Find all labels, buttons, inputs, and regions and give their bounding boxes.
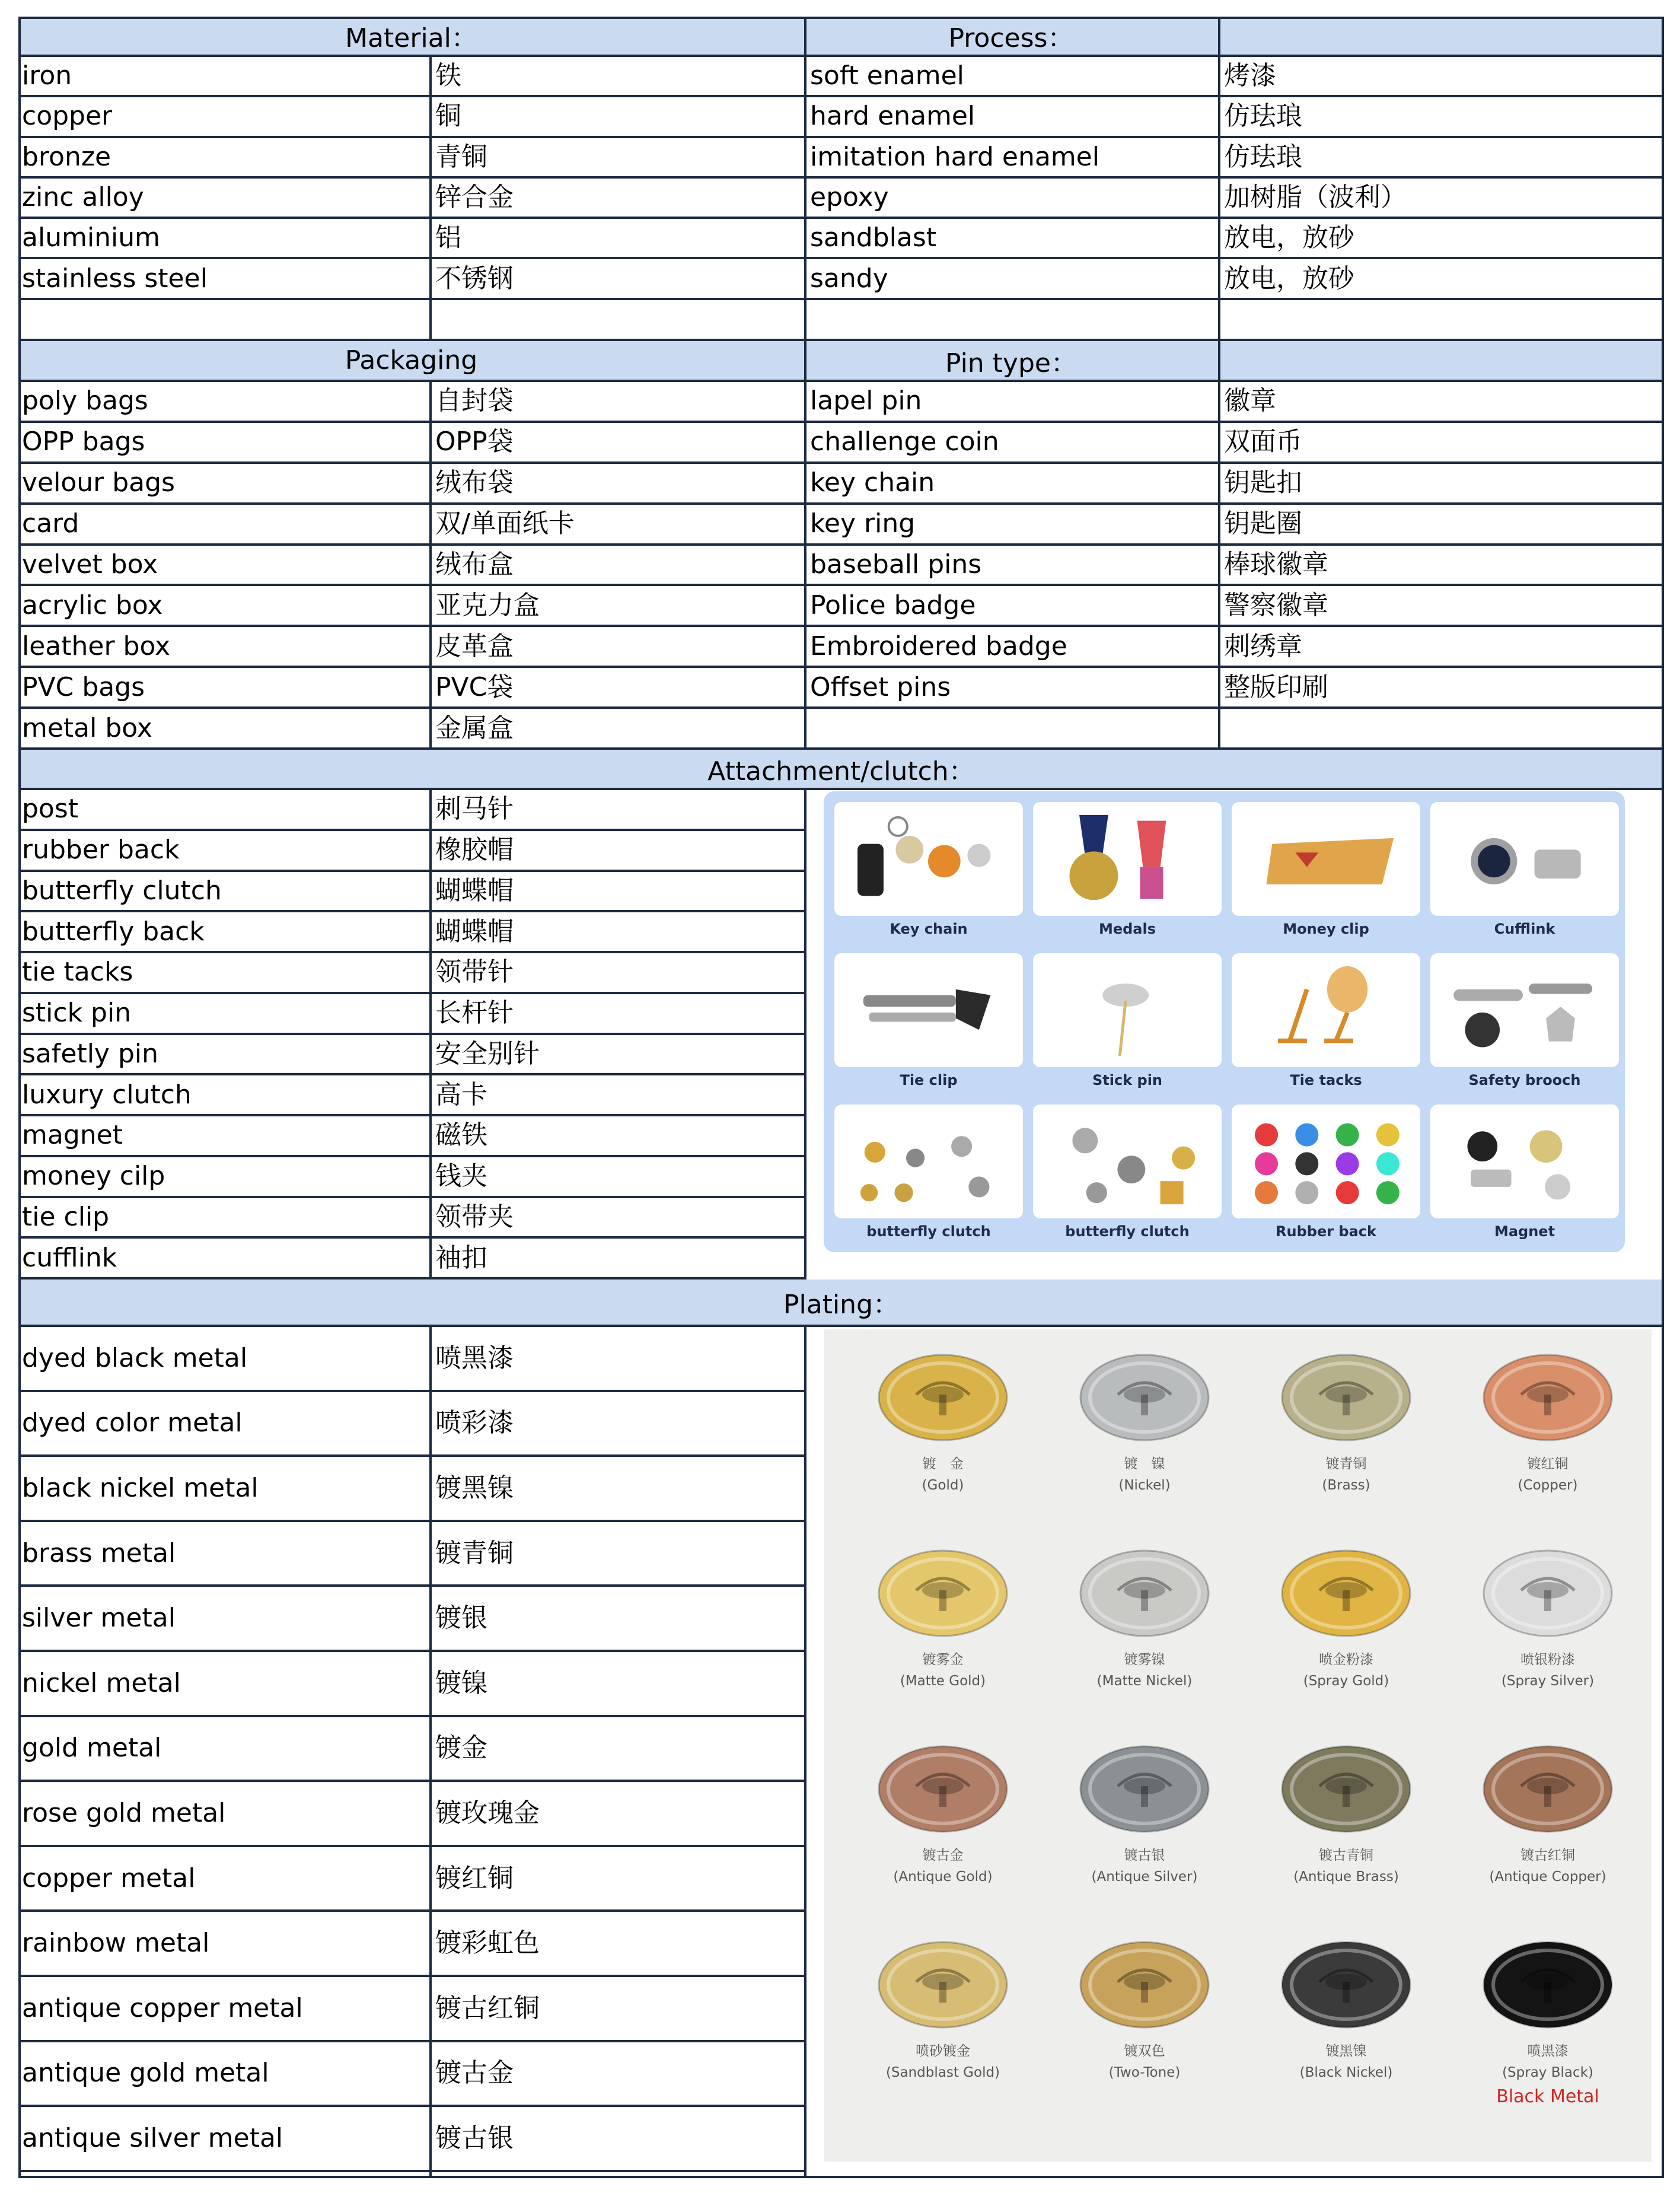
attachment-row [18, 1239, 806, 1279]
plating-name: gold metal [22, 1733, 162, 1764]
attachment-name: tie tacks [22, 957, 133, 988]
plating-coin [875, 1934, 1011, 2035]
attachment-name-zh: 长杆针 [435, 998, 514, 1029]
attachment-name-zh: 领带夹 [435, 1201, 514, 1232]
attachment-name-zh: 高卡 [435, 1079, 487, 1110]
packaging-name-zh: 金属盒 [435, 712, 514, 743]
plating-coin-caption [1257, 1454, 1435, 1496]
attachment-photo [1033, 953, 1222, 1067]
plating-coin-caption [1257, 1845, 1435, 1888]
plating-coin-label-zh: 镀古红铜 [1520, 1848, 1575, 1863]
plating-coin-label-en: (Copper) [1518, 1477, 1578, 1493]
plating-coin-caption [1459, 2041, 1637, 2111]
plating-name: copper metal [22, 1863, 196, 1893]
packaging-row [18, 464, 1664, 505]
plating-coin-label-en: (Spray Gold) [1303, 1673, 1389, 1689]
plating-coin [1278, 1543, 1414, 1644]
attachment-photo-caption: Safety brooch [1468, 1072, 1581, 1088]
plating-coin-label-zh: 镀双色 [1124, 2044, 1165, 2059]
plating-coin [1480, 1543, 1616, 1644]
attachment-name-zh: 安全别针 [435, 1038, 540, 1069]
material-name-zh: 铁 [435, 61, 461, 91]
attachment-photo [834, 1105, 1023, 1218]
material-row [18, 57, 1664, 97]
material-row [18, 260, 1664, 300]
plating-row [18, 1977, 806, 2042]
attachment-photo-caption: Medals [1098, 921, 1156, 937]
pin-type-name-zh: 棒球徽章 [1224, 549, 1328, 580]
plating-coin-label-zh: 喷银粉漆 [1520, 1652, 1575, 1667]
attachment-photo [1232, 1105, 1420, 1218]
plating-coin [1076, 1739, 1213, 1839]
plating-coin [1278, 1934, 1414, 2035]
plating-name-zh: 镀镍 [435, 1667, 487, 1698]
attachment-name-zh: 蝴蝶帽 [435, 916, 514, 947]
plating-coin-label-zh: 镀黑镍 [1325, 2044, 1367, 2059]
packaging-name: card [22, 508, 79, 539]
material-header: Material： [345, 23, 477, 53]
plating-coin-label-en: (Two-Tone) [1108, 2064, 1181, 2080]
plating-coin-label-en: (Black Nickel) [1299, 2064, 1393, 2080]
plating-coin-caption [1459, 1454, 1637, 1496]
plating-coin-caption [854, 1454, 1032, 1496]
plating-coin [1076, 1347, 1213, 1448]
header-row-plating [18, 1279, 1664, 1327]
pin-type-name: challenge coin [810, 426, 999, 457]
plating-row [18, 1717, 806, 1783]
attachment-photo [834, 802, 1023, 916]
packaging-row [18, 382, 1664, 423]
attachment-photo [1033, 1105, 1222, 1218]
plating-coin-label-zh: 镀 镍 [1124, 1456, 1165, 1472]
attachment-row [18, 790, 806, 831]
attachment-row [18, 1035, 806, 1076]
attachment-photo [1232, 953, 1420, 1067]
attachment-name: luxury clutch [22, 1079, 192, 1110]
attachment-photo-caption: butterfly clutch [866, 1223, 991, 1240]
pin-type-name-zh: 徽章 [1224, 386, 1276, 416]
packaging-header: Packaging [345, 345, 478, 375]
plating-coin-caption [854, 2041, 1032, 2083]
packaging-name-zh: OPP袋 [435, 426, 514, 457]
plating-name: silver metal [22, 1603, 176, 1634]
attachment-name-zh: 橡胶帽 [435, 835, 514, 865]
pin-type-name: Police badge [810, 590, 976, 620]
plating-name-zh: 镀青铜 [435, 1538, 514, 1568]
plating-coin [1278, 1739, 1414, 1839]
material-name: copper [22, 101, 113, 132]
plating-coin-label-en: (Matte Nickel) [1096, 1673, 1193, 1689]
attachment-name: stick pin [22, 998, 132, 1029]
plating-coin-label-zh: 镀古银 [1124, 1848, 1165, 1863]
attachment-name: post [22, 794, 79, 825]
attachment-row [18, 1157, 806, 1198]
plating-name: antique gold metal [22, 2058, 269, 2089]
packaging-name: leather box [22, 631, 171, 661]
attachment-row [18, 872, 806, 913]
attachment-name: safetly pin [22, 1038, 158, 1069]
attachment-photo [1033, 802, 1222, 916]
plating-name-zh: 喷彩漆 [435, 1408, 514, 1438]
attachment-name-zh: 袖扣 [435, 1242, 487, 1273]
material-name: zinc alloy [22, 182, 144, 213]
process-name: soft enamel [810, 61, 964, 91]
attachment-photo [1430, 953, 1619, 1067]
plating-coin [1480, 1347, 1616, 1448]
attachment-row [18, 1075, 806, 1116]
plating-name: nickel metal [22, 1667, 181, 1698]
plating-name-zh: 镀古银 [435, 2122, 514, 2153]
plating-row [18, 1652, 806, 1717]
plating-coin-label-en: (Brass) [1322, 1477, 1370, 1493]
plating-name-zh: 镀彩虹色 [435, 1928, 540, 1959]
pin-type-name: Embroidered badge [810, 631, 1067, 661]
packaging-name: velour bags [22, 467, 175, 498]
plating-coin-caption [854, 1845, 1032, 1888]
packaging-name: poly bags [22, 386, 148, 416]
plating-coin [1278, 1347, 1414, 1448]
attachment-row [18, 831, 806, 872]
packaging-row [18, 423, 1664, 464]
packaging-row [18, 709, 1664, 750]
packaging-name: OPP bags [22, 426, 145, 457]
pin-type-name-zh: 钥匙圈 [1224, 508, 1302, 539]
plating-coin-label-en: (Antique Copper) [1489, 1869, 1606, 1885]
pin-type-name: lapel pin [810, 386, 922, 416]
process-name: sandy [810, 263, 888, 294]
plating-name-zh: 镀黑镍 [435, 1472, 514, 1503]
process-name: epoxy [810, 182, 889, 213]
pin-type-name: key ring [810, 508, 916, 539]
plating-row [18, 1847, 806, 1912]
attachment-photo-caption: Money clip [1283, 921, 1369, 937]
packaging-name: metal box [22, 712, 152, 743]
plating-photo-panel [824, 1329, 1652, 2162]
attachment-photo-panel [824, 791, 1625, 1252]
pin-type-name-zh: 双面币 [1224, 426, 1302, 457]
plating-name: antique silver metal [22, 2122, 283, 2153]
plating-header: Plating： [783, 1290, 899, 1320]
packaging-name-zh: 自封袋 [435, 386, 514, 416]
plating-coin-caption [1459, 1845, 1637, 1888]
plating-coin-label-en: (Nickel) [1118, 1477, 1171, 1493]
plating-coin-caption [1056, 1845, 1233, 1888]
pin-type-name-zh: 钥匙扣 [1224, 467, 1302, 498]
material-name-zh: 铝 [435, 222, 461, 253]
packaging-name-zh: 双/单面纸卡 [435, 508, 575, 539]
header-row-packaging-pintype [18, 341, 1664, 382]
material-name-zh: 青铜 [435, 141, 487, 172]
attachment-row [18, 994, 806, 1035]
pin-type-header: Pin type： [945, 348, 1077, 378]
plating-row [18, 1522, 806, 1587]
plating-row [18, 1782, 806, 1847]
attachment-name: money cilp [22, 1161, 165, 1192]
material-name: bronze [22, 141, 111, 172]
plating-coin-label-zh: 镀雾镍 [1124, 1652, 1165, 1667]
plating-row [18, 1457, 806, 1522]
attachment-name: tie clip [22, 1201, 110, 1232]
plating-name-zh: 镀古金 [435, 2058, 514, 2089]
material-name: aluminium [22, 222, 161, 253]
process-name: hard enamel [810, 101, 976, 132]
attachment-photo-caption: Tie tacks [1290, 1072, 1362, 1088]
spacer-row [18, 300, 1664, 341]
packaging-row [18, 668, 1664, 709]
plating-coin-label-zh: 喷黑漆 [1527, 2044, 1569, 2059]
plating-coin [1076, 1934, 1213, 2035]
plating-row [18, 2107, 806, 2172]
plating-name: black nickel metal [22, 1472, 259, 1503]
material-row [18, 219, 1664, 259]
plating-coin-caption [1459, 1650, 1637, 1692]
plating-name: dyed black metal [22, 1342, 248, 1373]
packaging-row [18, 587, 1664, 628]
plating-coin-label-zh: 喷金粉漆 [1319, 1652, 1373, 1667]
attachment-header: Attachment/clutch： [707, 756, 975, 787]
plating-coin-label-zh: 镀 金 [922, 1456, 964, 1472]
plating-coin [1076, 1543, 1213, 1644]
attachment-photo-caption: Key chain [890, 921, 968, 937]
plating-coin-label-zh: 镀青铜 [1325, 1456, 1367, 1472]
plating-coin-label-en: (Gold) [922, 1477, 964, 1493]
plating-coin-label-zh: 镀红铜 [1527, 1456, 1569, 1472]
material-row [18, 179, 1664, 219]
packaging-row [18, 505, 1664, 546]
header-row-material-process [18, 17, 1664, 57]
process-header: Process： [948, 23, 1074, 53]
plating-name-zh: 喷黑漆 [435, 1342, 514, 1373]
packaging-name: velvet box [22, 549, 158, 580]
packaging-name: acrylic box [22, 590, 163, 620]
attachment-row [18, 1116, 806, 1157]
plating-coin-caption [1257, 2041, 1435, 2083]
plating-coin-caption [1257, 1650, 1435, 1692]
attachment-name: magnet [22, 1120, 123, 1151]
plating-coin-label-en: (Spray Silver) [1501, 1673, 1595, 1689]
plating-coin-label-zh: 喷砂镀金 [916, 2044, 970, 2059]
attachment-name: butterfly back [22, 916, 205, 947]
packaging-name-zh: 亚克力盒 [435, 590, 540, 620]
plating-row [18, 1327, 806, 1392]
material-row [18, 97, 1664, 138]
material-name-zh: 锌合金 [435, 182, 514, 213]
attachment-name-zh: 领带针 [435, 957, 514, 988]
packaging-row [18, 546, 1664, 587]
plating-coin [875, 1347, 1011, 1448]
attachment-photo [834, 953, 1023, 1067]
plating-row [18, 1392, 806, 1457]
plating-coin-label-en: (Spray Black) [1502, 2064, 1593, 2080]
header-row-attachment [18, 750, 1664, 790]
plating-row [18, 1912, 806, 1977]
attachment-photo-caption: Magnet [1494, 1223, 1555, 1240]
attachment-photo-caption: Cufflink [1494, 921, 1555, 937]
plating-name: rose gold metal [22, 1797, 226, 1828]
plating-coin [1480, 1934, 1616, 2035]
attachment-name-zh: 刺马针 [435, 794, 514, 825]
attachment-name-zh: 钱夹 [435, 1161, 487, 1192]
material-name: iron [22, 61, 72, 91]
attachment-photo [1232, 802, 1420, 916]
plating-coin-caption [854, 1650, 1032, 1692]
spec-sheet [18, 17, 1664, 2178]
packaging-row [18, 627, 1664, 668]
pin-type-name: key chain [810, 467, 935, 498]
attachment-photo-caption: Tie clip [900, 1072, 958, 1088]
pin-type-name-zh: 刺绣章 [1224, 631, 1302, 661]
plating-coin-label-en: (Sandblast Gold) [885, 2064, 1000, 2080]
plating-name-zh: 镀银 [435, 1603, 487, 1634]
packaging-name-zh: 绒布盒 [435, 549, 514, 580]
plating-coin-label-zh: 镀古青铜 [1319, 1848, 1373, 1863]
plating-coin-caption [1056, 1454, 1233, 1496]
attachment-row [18, 1198, 806, 1239]
plating-coin-note: Black Metal [1496, 2086, 1599, 2108]
plating-name: brass metal [22, 1538, 176, 1568]
plating-coin-label-zh: 镀古金 [922, 1848, 964, 1863]
packaging-name-zh: 皮革盒 [435, 631, 514, 661]
plating-coin [875, 1739, 1011, 1839]
material-row [18, 138, 1664, 179]
plating-name-zh: 镀玫瑰金 [435, 1797, 540, 1828]
pin-type-name-zh: 警察徽章 [1224, 590, 1328, 620]
plating-coin-caption [1056, 1650, 1233, 1692]
plating-coin-caption [1056, 2041, 1233, 2083]
pin-type-name-zh: 整版印刷 [1224, 671, 1328, 702]
plating-coin-label-zh: 镀雾金 [922, 1652, 964, 1667]
attachment-photo-caption: Rubber back [1276, 1223, 1376, 1240]
plating-name: antique copper metal [22, 1993, 303, 2023]
plating-coin [1480, 1739, 1616, 1839]
process-name: imitation hard enamel [810, 141, 1099, 172]
plating-name: dyed color metal [22, 1408, 243, 1438]
process-name-zh: 仿珐琅 [1224, 101, 1302, 132]
attachment-photo-caption: Stick pin [1092, 1072, 1163, 1088]
material-name: stainless steel [22, 263, 208, 294]
attachment-photo [1430, 1105, 1619, 1218]
packaging-name: PVC bags [22, 671, 145, 702]
material-name-zh: 不锈钢 [435, 263, 514, 294]
attachment-row [18, 912, 806, 953]
packaging-name-zh: PVC袋 [435, 671, 514, 702]
plating-name: rainbow metal [22, 1928, 210, 1959]
attachment-name: cufflink [22, 1242, 117, 1273]
plating-row [18, 1587, 806, 1652]
process-name-zh: 放电，放砂 [1224, 263, 1354, 294]
attachment-photo [1430, 802, 1619, 916]
plating-coin-label-en: (Antique Gold) [893, 1869, 993, 1885]
attachment-row [18, 953, 806, 994]
attachment-photo-caption: butterfly clutch [1065, 1223, 1190, 1240]
process-name-zh: 烤漆 [1224, 61, 1276, 91]
plating-name-zh: 镀古红铜 [435, 1993, 540, 2023]
plating-row [18, 2042, 806, 2108]
process-name-zh: 加树脂（波利） [1224, 182, 1407, 213]
packaging-name-zh: 绒布袋 [435, 467, 514, 498]
process-name-zh: 仿珐琅 [1224, 141, 1302, 172]
pin-type-name: baseball pins [810, 549, 982, 580]
attachment-name-zh: 蝴蝶帽 [435, 875, 514, 906]
plating-name-zh: 镀金 [435, 1733, 487, 1764]
plating-name-zh: 镀红铜 [435, 1863, 514, 1893]
pin-type-name: Offset pins [810, 671, 951, 702]
attachment-name-zh: 磁铁 [435, 1120, 487, 1151]
plating-coin-label-en: (Matte Gold) [900, 1673, 986, 1689]
plating-coin-label-en: (Antique Brass) [1293, 1869, 1399, 1885]
plating-coin-label-en: (Antique Silver) [1091, 1869, 1198, 1885]
attachment-name: rubber back [22, 835, 180, 865]
process-name: sandblast [810, 222, 936, 253]
plating-coin [875, 1543, 1011, 1644]
process-name-zh: 放电，放砂 [1224, 222, 1354, 253]
attachment-name: butterfly clutch [22, 875, 222, 906]
material-name-zh: 铜 [435, 101, 461, 132]
